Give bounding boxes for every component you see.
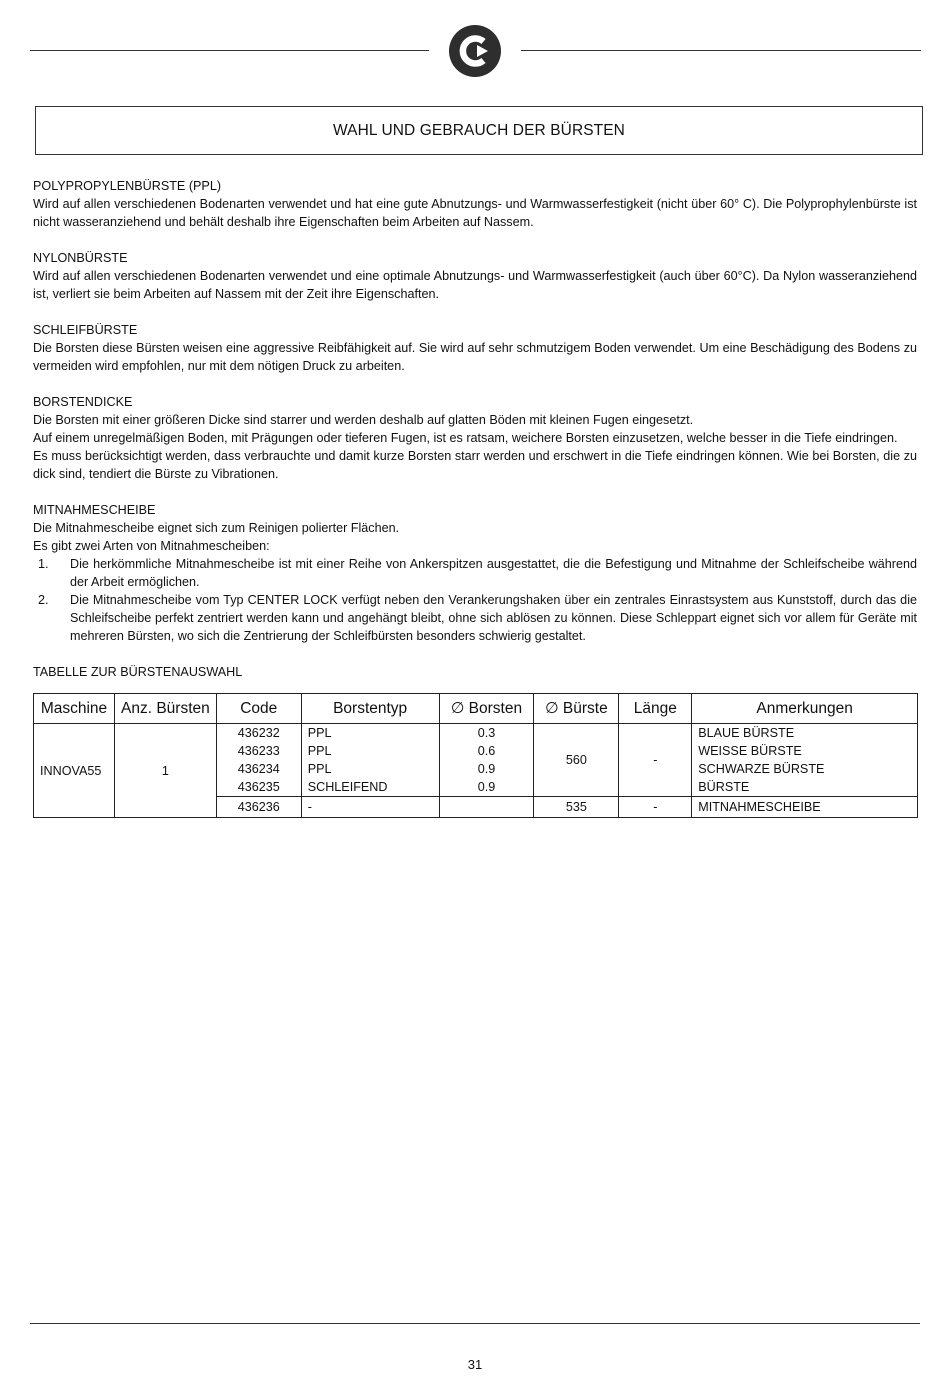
cell-brush-count: 1 [114, 724, 216, 818]
bristle-diameter-value: 0.9 [477, 762, 496, 776]
note-value: BLAUE BÜRSTE [698, 726, 795, 740]
list-item [33, 591, 917, 645]
cell-bristle-diameter [439, 797, 534, 818]
section-title: BORSTENDICKE [33, 395, 133, 409]
code-value: 436235 [237, 780, 280, 794]
section-paragraph: Die Borsten diese Bürsten weisen eine aggressive Reibfähigkeit auf. Sie wird auf sehr schmutzigem Boden verwendet. Um eine Beschädigung des Bodens zu vermeiden wird empfohlen, nur mit dem nötigen Druck zu arbeiten. [33, 341, 917, 373]
cell-bristle-diameters [439, 724, 534, 797]
list-text: Die herkömmliche Mitnahmescheibe ist mit einer Reihe von Ankerspitzen ausgestattet, die die Befestigung und Mitnahme der Schleifscheibe während der Arbeit ermöglichen. [70, 557, 917, 589]
section-title: SCHLEIFBÜRSTE [33, 323, 138, 337]
section-title: POLYPROPYLENBÜRSTE (PPL) [33, 179, 222, 193]
bristle-type-value: SCHLEIFEND [307, 780, 388, 794]
section-paragraph: Wird auf allen verschiedenen Bodenarten verwendet und eine optimale Abnutzungs- und Warmwasserfestigkeit (auch über 60°C). Da Nylon wasseranziehend ist, verliert sie beim Arbeiten auf Nassem mit der Zeit ihre Eigenschaften. [33, 269, 917, 301]
note-value: BÜRSTE [698, 780, 750, 794]
section-drive-disc [33, 501, 917, 645]
list-number: 2. [38, 593, 49, 607]
code-value: 436233 [237, 744, 280, 758]
list-text: Die Mitnahmescheibe vom Typ CENTER LOCK verfügt neben den Verankerungshaken über ein zentrales Einrastsystem aus Kunststoff, durch das die Schleifscheibe perfekt zentriert werden kann und angehängt bleibt, ohne sich ablösen zu können. Diese Schleppart eignet sich vor allem für Geräte mit mehreren Bürsten, wo sich die Zentrierung der Schleifbürsten besonders schwierig gestaltet. [70, 593, 917, 643]
cell-length: - [619, 797, 692, 818]
column-header-notes: Anmerkungen [692, 694, 918, 724]
column-header-code: Code [216, 694, 301, 724]
bristle-diameter-value: 0.3 [477, 726, 496, 740]
cell-length: - [619, 724, 692, 797]
cell-codes [216, 724, 301, 797]
section-paragraph: Die Mitnahmescheibe eignet sich zum Reinigen polierter Flächen. [33, 521, 400, 535]
section-abrasive [33, 321, 917, 375]
page-number: 31 [467, 1357, 483, 1372]
column-header-length: Länge [619, 694, 692, 724]
bristle-type-value: PPL [307, 726, 332, 740]
section-title: NYLONBÜRSTE [33, 251, 128, 265]
note-value: WEISSE BÜRSTE [698, 744, 802, 758]
document-body [33, 177, 917, 818]
bristle-diameter-value: 0.9 [477, 780, 496, 794]
section-paragraph: Auf einem unregelmäßigen Boden, mit Prägungen oder tieferen Fugen, ist es ratsam, weichere Borsten einzusetzen, welche besser in die Tiefe eindringen. [33, 431, 898, 445]
cell-machine: INNOVA55 [34, 724, 115, 818]
bristle-diameter-value: 0.6 [477, 744, 496, 758]
column-header-machine: Maschine [34, 694, 115, 724]
note-value: SCHWARZE BÜRSTE [698, 762, 825, 776]
numbered-list [33, 555, 917, 645]
section-bristle-thickness [33, 393, 917, 483]
header-line-right [521, 50, 921, 51]
section-paragraph: Wird auf allen verschiedenen Bodenarten verwendet und hat eine gute Abnutzungs- und Warmwasserfestigkeit (nicht über 60° C). Die Polyprophylenbürste ist nicht wasseranziehend und behält deshalb ihre Eigenschaften beim Arbeiten auf Nassem. [33, 197, 917, 229]
code-value: 436232 [237, 726, 280, 740]
column-header-brush-diameter: ∅ Bürste [534, 694, 619, 724]
cell-bristle-types [301, 724, 439, 797]
footer-line [30, 1323, 920, 1324]
cell-note: MITNAHMESCHEIBE [692, 797, 918, 818]
brand-c-logo-icon [448, 24, 502, 78]
table-heading: TABELLE ZUR BÜRSTENAUSWAHL [33, 665, 243, 679]
page-title: WAHL UND GEBRAUCH DER BÜRSTEN [35, 106, 923, 155]
header-line-left [30, 50, 429, 51]
table-header-row [34, 694, 918, 724]
list-number: 1. [38, 557, 49, 571]
table-row [34, 724, 918, 797]
column-header-brush-count: Anz. Bürsten [114, 694, 216, 724]
column-header-bristle-type: Borstentyp [301, 694, 439, 724]
section-paragraph: Es muss berücksichtigt werden, dass verbrauchte und damit kurze Borsten starr werden und erschwert in die Tiefe eindringen können. Wie bei Borsten, die zu dick sind, tendiert die Bürste zu Vibrationen. [33, 449, 917, 481]
brush-selection-table [33, 693, 918, 818]
section-polypropylene [33, 177, 917, 231]
section-title: MITNAHMESCHEIBE [33, 503, 156, 517]
section-nylon [33, 249, 917, 303]
list-item [33, 555, 917, 591]
bristle-type-value: PPL [307, 762, 332, 776]
cell-code: 436236 [216, 797, 301, 818]
section-paragraph: Die Borsten mit einer größeren Dicke sind starrer und werden deshalb auf glatten Böden mit kleinen Fugen eingesetzt. [33, 413, 694, 427]
cell-brush-diameter: 535 [534, 797, 619, 818]
column-header-bristle-diameter: ∅ Borsten [439, 694, 534, 724]
cell-bristle-type: - [301, 797, 439, 818]
cell-brush-diameter: 560 [534, 724, 619, 797]
section-paragraph: Es gibt zwei Arten von Mitnahmescheiben: [33, 539, 270, 553]
bristle-type-value: PPL [307, 744, 332, 758]
code-value: 436234 [237, 762, 280, 776]
cell-notes [692, 724, 918, 797]
